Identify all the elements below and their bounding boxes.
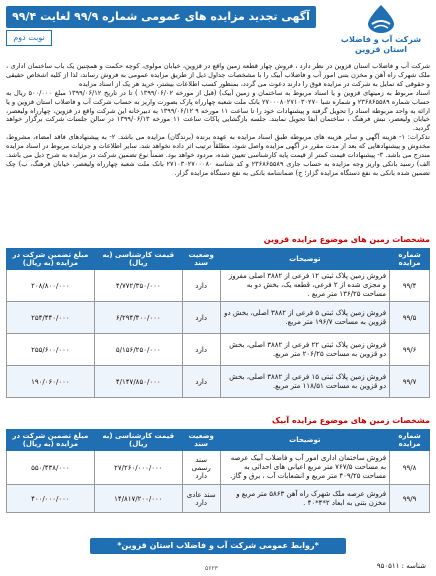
org-name: شرکت آب و فاضلاب <box>340 35 422 44</box>
section2-title: مشخصات زمین های موضوع مزایده آبیک <box>271 416 430 425</box>
col-header: مبلغ تضمین شرکت در مزایده (به ریال) <box>7 430 95 451</box>
doc-status: سند عادی دارد <box>182 485 220 513</box>
col-header: شماره مزایده <box>390 249 430 270</box>
guarantee-amount: ۴۰۰/۰۰۰/۰۰۰ <box>7 485 95 513</box>
section1-title: مشخصات زمین های موضوع مزایده قزوین <box>263 235 430 244</box>
auction-no: ۹۹/۹ <box>390 485 430 513</box>
body-paragraph-1: شرکت آب و فاضلاب استان قزوین در نظر دارد ، فروش چهار قطعه زمین واقع در قزوین، خیابان مولوی، کوچه حکمت و همچنین یک باب ساختمان اداری ، ملک شهرک راه آهن و مخزن بتنی امور آب و فاضلاب آبیک را با مشخصات جداول ذیل از طریق مزایده عمومی به فروش رساند، لذا از کلیه اشخاص حقیقی و حقوقی که تمایل به شرکت در مزایده فوق را دارند دعوت می گردد، بمنظور کسب اطلاعات بیشتر، خرید هر یک از اسناد مزایده <box>6 62 430 88</box>
col-header: توضیحات <box>220 249 389 270</box>
body-paragraph-2: اسناد مربوط به زمینهای قزوین و یا اسناد مربوط به ساختمان و زمین آبیک) (قبل از مورخه ۱۳۹۹/۰۶/۰۲ ) تا در تاریخ ۱۳۹۹/۰۶/۱۲ مبلغ ۵۰۰/۰۰۰ ریال به حساب شماره ۲۳۶۸۶۵۵۸۹ و شماره شبا ۲۷۰۰۰۸۰۲۷۱۰۳۰۲۷۰ بانک ملت شعبه چهارراه پارک بصورت واریز به حساب شرکت آب و فاضلاب استان قزوین و یا ارائه به واحد مربوطه اسناد را تحویل گرفته و پیشنهادات خود را تا ساعت ۱۱ مورخه ۹ ۱۳۹۹/۰۶/۱۲ به دبیرخانه این شرکت واقع در قزوین، چهارراه ولیعصر، خیابان ولیعصر، نبش فرهنگ ، ساختمان آبفا تحویل نمایند. جلسه بازگشایی پاکات ساعت ۱۱ مورخه ۱۳۹۹/۰۶/۱۳ در سالن جلسات شرکت برگزار خواهد گردید. <box>6 88 431 133</box>
expert-price: ۶/۲۹۴/۴۰۰/۰۰۰ <box>94 302 182 334</box>
table-header-row <box>7 430 430 451</box>
doc-status: دارد <box>182 302 220 334</box>
col-header: وضعیت سند <box>182 249 220 270</box>
guarantee-amount: ۵۵۰/۴۳۸/۰۰۰ <box>7 451 95 485</box>
description: فروش ساختمان اداری امور آب و فاضلاب آبیک عرصه به مساحت ۷۶۷/۵ متر مربع اعیانی های احداثی به مساحت ۴۰۹/۲۵ متر مربع و انشعابات آب ، برق و گاز. <box>220 451 389 485</box>
auction-no: ۹۹/۸ <box>390 451 430 485</box>
auction-no: ۹۹/۵ <box>390 302 430 334</box>
table-row <box>7 270 430 302</box>
auction-no: ۹۹/۶ <box>390 334 430 366</box>
col-header: شماره مزایده <box>390 430 430 451</box>
col-header: وضعیت سند <box>182 430 220 451</box>
table-row <box>7 334 430 366</box>
org-logo <box>336 4 426 62</box>
water-drop-logo-icon <box>362 4 400 34</box>
doc-status: دارد <box>182 366 220 398</box>
org-city: استان قزوین <box>355 45 407 54</box>
guarantee-amount: ۲۵۴/۴۴۰/۰۰۰ <box>7 302 95 334</box>
print-signature: ۵۶۲۳ <box>205 565 218 572</box>
header <box>6 4 430 58</box>
title-banner: آگهی تجدید مزایده های عمومی شماره ۹۹/۹ لغایت ۹۹/۴ <box>6 6 316 28</box>
table-row <box>7 485 430 513</box>
guarantee-amount: ۲۰۸/۸۰۰/۰۰۰ <box>7 270 95 302</box>
expert-price: ۴/۷۷۲/۳۵۰/۰۰۰ <box>94 270 182 302</box>
auction-no: ۹۹/۷ <box>390 366 430 398</box>
doc-status: دارد <box>182 334 220 366</box>
table-header-row <box>7 249 430 270</box>
description: فروش زمین پلاک ثبتی ۱۲ فرعی از ۳۸۸۲ اصلی مفروز و مجزی شده از ۲ فرعی، قطعه یک، بخش دو به مساحت ۱۳۶/۲۵ متر مربع . <box>220 270 389 302</box>
table-row <box>7 366 430 398</box>
expert-price: ۲۷/۲۶۰/۰۰۰/۰۰۰ <box>94 451 182 485</box>
description: فروش زمین پلاک ثبتی ۱۵ فرعی از ۳۸۸۲ اصلی، بخش دو قزوین به مساحت ۱۱۸/۵۱ متر مربع. <box>220 366 389 398</box>
expert-price: ۵/۱۵۶/۲۵۰/۰۰۰ <box>94 334 182 366</box>
col-header: قیمت کارشناسی (به ریال) <box>94 430 182 451</box>
turn-badge: نوبت دوم <box>6 30 52 46</box>
body-text <box>6 62 430 178</box>
guarantee-amount: ۱۹۰/۰۶۰/۰۰۰ <box>7 366 95 398</box>
doc-status: دارد <box>182 270 220 302</box>
col-header: قیمت کارشناسی (به ریال) <box>94 249 182 270</box>
table-row <box>7 451 430 485</box>
footer-banner: *روابط عمومی شرکت آب و فاضلاب استان قزوین* <box>90 538 346 554</box>
col-header: مبلغ تضمین شرکت در مزایده (به ریال) <box>7 249 95 270</box>
table-row <box>7 302 430 334</box>
col-header: توضیحات <box>220 430 389 451</box>
guarantee-amount: ۲۵۵/۶۰۰/۰۰۰ <box>7 334 95 366</box>
abyek-table <box>6 429 430 513</box>
doc-status: سند رسمی دارد <box>182 451 220 485</box>
body-paragraph-3: تذکرات: ۱- هزینه آگهی و سایر هزینه های مربوطه طبق اسناد مزایده به عهده برنده (برندگان) مزایده می باشد. ۲- به پیشنهادهای فاقد امضاء، مشروط، مخدوش و پیشنهادهایی که بعد از مدت مقرر در آگهی مزایده واصل شود، مطلقاً ترتیب اثر داده نخواهد شد. سایر اطلاعات و جزئیات مربوط در اسناد مزایده مندرج می باشد. ۳- پیشنهادات قیمت کمتر از قیمت پایه کارشناسی تعیین شده، مردود خواهد بود. ضمناً نوع تضمین شرکت در مزایده به شرح ذیل می باشد. الف) رسید بانکی واریز وجه مزایده به حساب جاری ۲۳۶۸۶۵۵۸۹ و کد شناسه ۲۷۱۰۳۰۲۷۰۰۰۸۰ بانک ملت شعبه چهارراه ولیعصر، خیابان فرهنگ، ب) چک تضمین شده بانکی به نفع دستگاه مزایده گزار؛ ج) ضمانتنامه بانکی به نفع دستگاه مزایده گزار. <box>6 133 430 177</box>
description: فروش زمین پلاک ثبتی ۲۲ فرعی از ۳۸۸۲ اصلی، بخش دو قزوین به مساحت ۲۰۶/۲۵ متر مربع. <box>220 334 389 366</box>
qazvin-table <box>6 248 430 398</box>
expert-price: ۴/۱۴۷/۸۵۰/۰۰۰ <box>94 366 182 398</box>
expert-price: ۱۴/۸۱۷/۲۰۰/۰۰۰ <box>94 485 182 513</box>
description: فروش عرصه ملک شهرک راه آهن ۵۸۶۳ متر مربع و مخزن بتنی به ابعاد ۲*۴*۴۰ . <box>220 485 389 513</box>
auction-no: ۹۹/۴ <box>390 270 430 302</box>
ad-code: شناسه : ۹۵۰۵۱۱ <box>376 562 426 570</box>
description: فروش زمین پلاک ثبتی ۵ فرعی از ۳۸۸۲ اصلی، بخش دو قزوین به مساحت ۱۹۶/۷ متر مربع. <box>220 302 389 334</box>
